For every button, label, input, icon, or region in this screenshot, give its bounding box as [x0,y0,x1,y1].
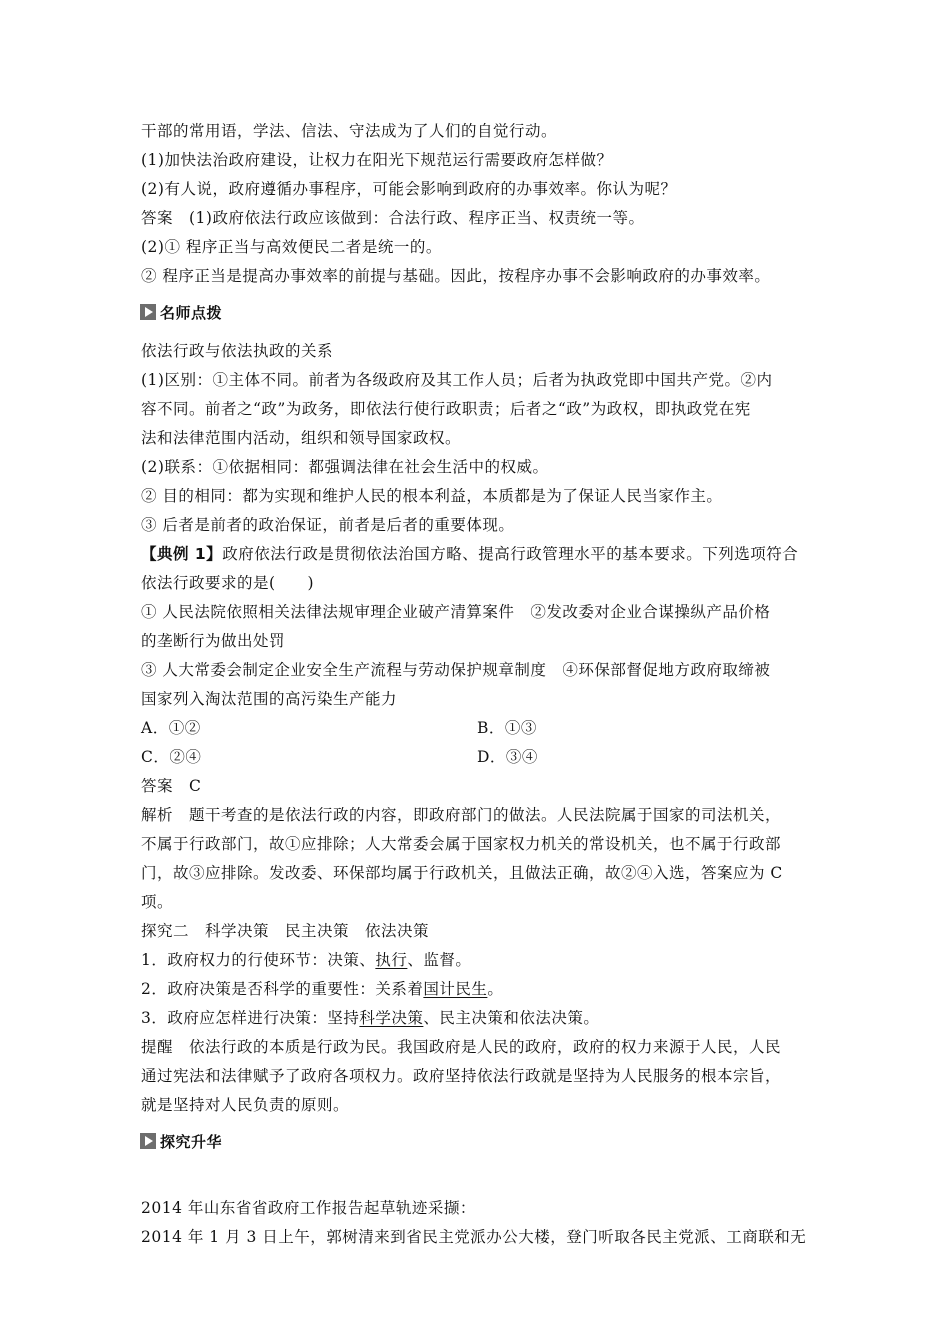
play-triangle-icon [140,1133,156,1149]
difference-line-3: 法和法律范围内活动，组织和领导国家政权。 [141,429,462,447]
point-3-text: 3．政府应怎样进行决策：坚持 [141,1009,360,1027]
section-title: 依法行政与依法执政的关系 [141,342,334,360]
example-answer: 答案 C [141,777,202,795]
difference-line-2: 容不同。前者之“政”为政务，即依法行使行政职责；后者之“政”为政权，即执政党在宪 [141,400,751,418]
option-d: D．③④ [477,748,538,766]
option-a: A．①② [141,719,201,737]
point-3 [141,1004,821,1033]
answer-line-2: (2)① 程序正当与高效便民二者是统一的。 [141,238,442,256]
statement-line-3: ③ 人大常委会制定企业安全生产流程与劳动保护规章制度 ④环保部督促地方政府取缔被 [141,661,771,679]
play-triangle-icon [140,304,156,320]
intro-line: 干部的常用语，学法、信法、守法成为了人们的自觉行动。 [141,122,558,140]
example-tag: 【典例 1】 [141,545,223,563]
explanation-line-1: 解析 题干考查的是依法行政的内容，即政府部门的做法。人民法院属于国家的司法机关， [141,806,782,824]
option-b: B．①③ [477,719,537,737]
section-heading-label: 探究升华 [160,1132,223,1151]
answer-line-1: 答案 (1)政府依法行政应该做到：合法行政、程序正当、权责统一等。 [141,209,645,227]
explanation-line-4: 项。 [141,893,174,911]
example-question-line-1 [141,540,821,569]
point-2-underlined: 国计民生 [423,980,488,998]
statement-line-2: 的垄断行为做出处罚 [141,632,286,650]
difference-line-1: (1)区别：①主体不同。前者为各级政府及其工作人员；后者为执政党即中国共产党。②内 [141,371,773,389]
case-line-2: 2014 年 1 月 3 日上午，郭树清来到省民主党派办公大楼，登门听取各民主党派、工商联和无 [141,1228,807,1246]
link-line-1: (2)联系：①依据相同：都强调法律在社会生活中的权威。 [141,458,549,476]
point-2-text: 2．政府决策是否科学的重要性：关系着 [141,980,424,998]
section-heading-mingshi [140,297,821,327]
options-row-1 [141,714,821,743]
option-c: C．②④ [141,748,202,766]
explanation-line-3: 门，故③应排除。发改委、环保部均属于行政机关，且做法正确，故②④入选，答案应为 C [141,864,783,882]
spacer [141,1166,821,1194]
point-2-tail: 。 [487,980,504,998]
point-3-tail: 、民主决策和依法决策。 [423,1009,600,1027]
point-3-underlined: 科学决策 [359,1009,424,1027]
example-question-text: 政府依法行政是贯彻依法治国方略、提高行政管理水平的基本要求。下列选项符合 [222,545,799,563]
point-1-text: 1．政府权力的行使环节：决策、 [141,951,376,969]
options-row-2 [141,743,821,772]
section-heading-tanjiu [140,1126,821,1156]
point-1-underlined: 执行 [375,951,408,969]
reminder-line-3: 就是坚持对人民负责的原则。 [141,1096,350,1114]
answer-line-3: ② 程序正当是提高办事效率的前提与基础。因此，按程序办事不会影响政府的办事效率。 [141,267,771,285]
point-1 [141,946,821,975]
statement-line-1: ① 人民法院依照相关法律法规审理企业破产清算案件 ②发改委对企业合谋操纵产品价格 [141,603,771,621]
link-line-2: ② 目的相同：都为实现和维护人民的根本利益，本质都是为了保证人民当家作主。 [141,487,723,505]
example-question-line-2: 依法行政要求的是( ) [141,574,315,592]
document-body [141,117,821,1252]
question-1: (1)加快法治政府建设，让权力在阳光下规范运行需要政府怎样做？ [141,151,613,169]
inquiry-title: 探究二 科学决策 民主决策 依法决策 [141,922,430,940]
statement-line-4: 国家列入淘汰范围的高污染生产能力 [141,690,398,708]
reminder-line-2: 通过宪法和法律赋予了政府各项权力。政府坚持依法行政就是坚持为人民服务的根本宗旨， [141,1067,782,1085]
case-line-1: 2014 年山东省省政府工作报告起草轨迹采撷： [141,1199,476,1217]
explanation-line-2: 不属于行政部门，故①应排除；人大常委会属于国家权力机关的常设机关，也不属于行政部 [141,835,782,853]
point-2 [141,975,821,1004]
reminder-line-1: 提醒 依法行政的本质是行政为民。我国政府是人民的政府，政府的权力来源于人民，人民 [141,1038,782,1056]
question-2: (2)有人说，政府遵循办事程序，可能会影响到政府的办事效率。你认为呢？ [141,180,677,198]
section-heading-label: 名师点拨 [160,303,223,322]
link-line-3: ③ 后者是前者的政治保证，前者是后者的重要体现。 [141,516,515,534]
point-1-tail: 、监督。 [407,951,472,969]
